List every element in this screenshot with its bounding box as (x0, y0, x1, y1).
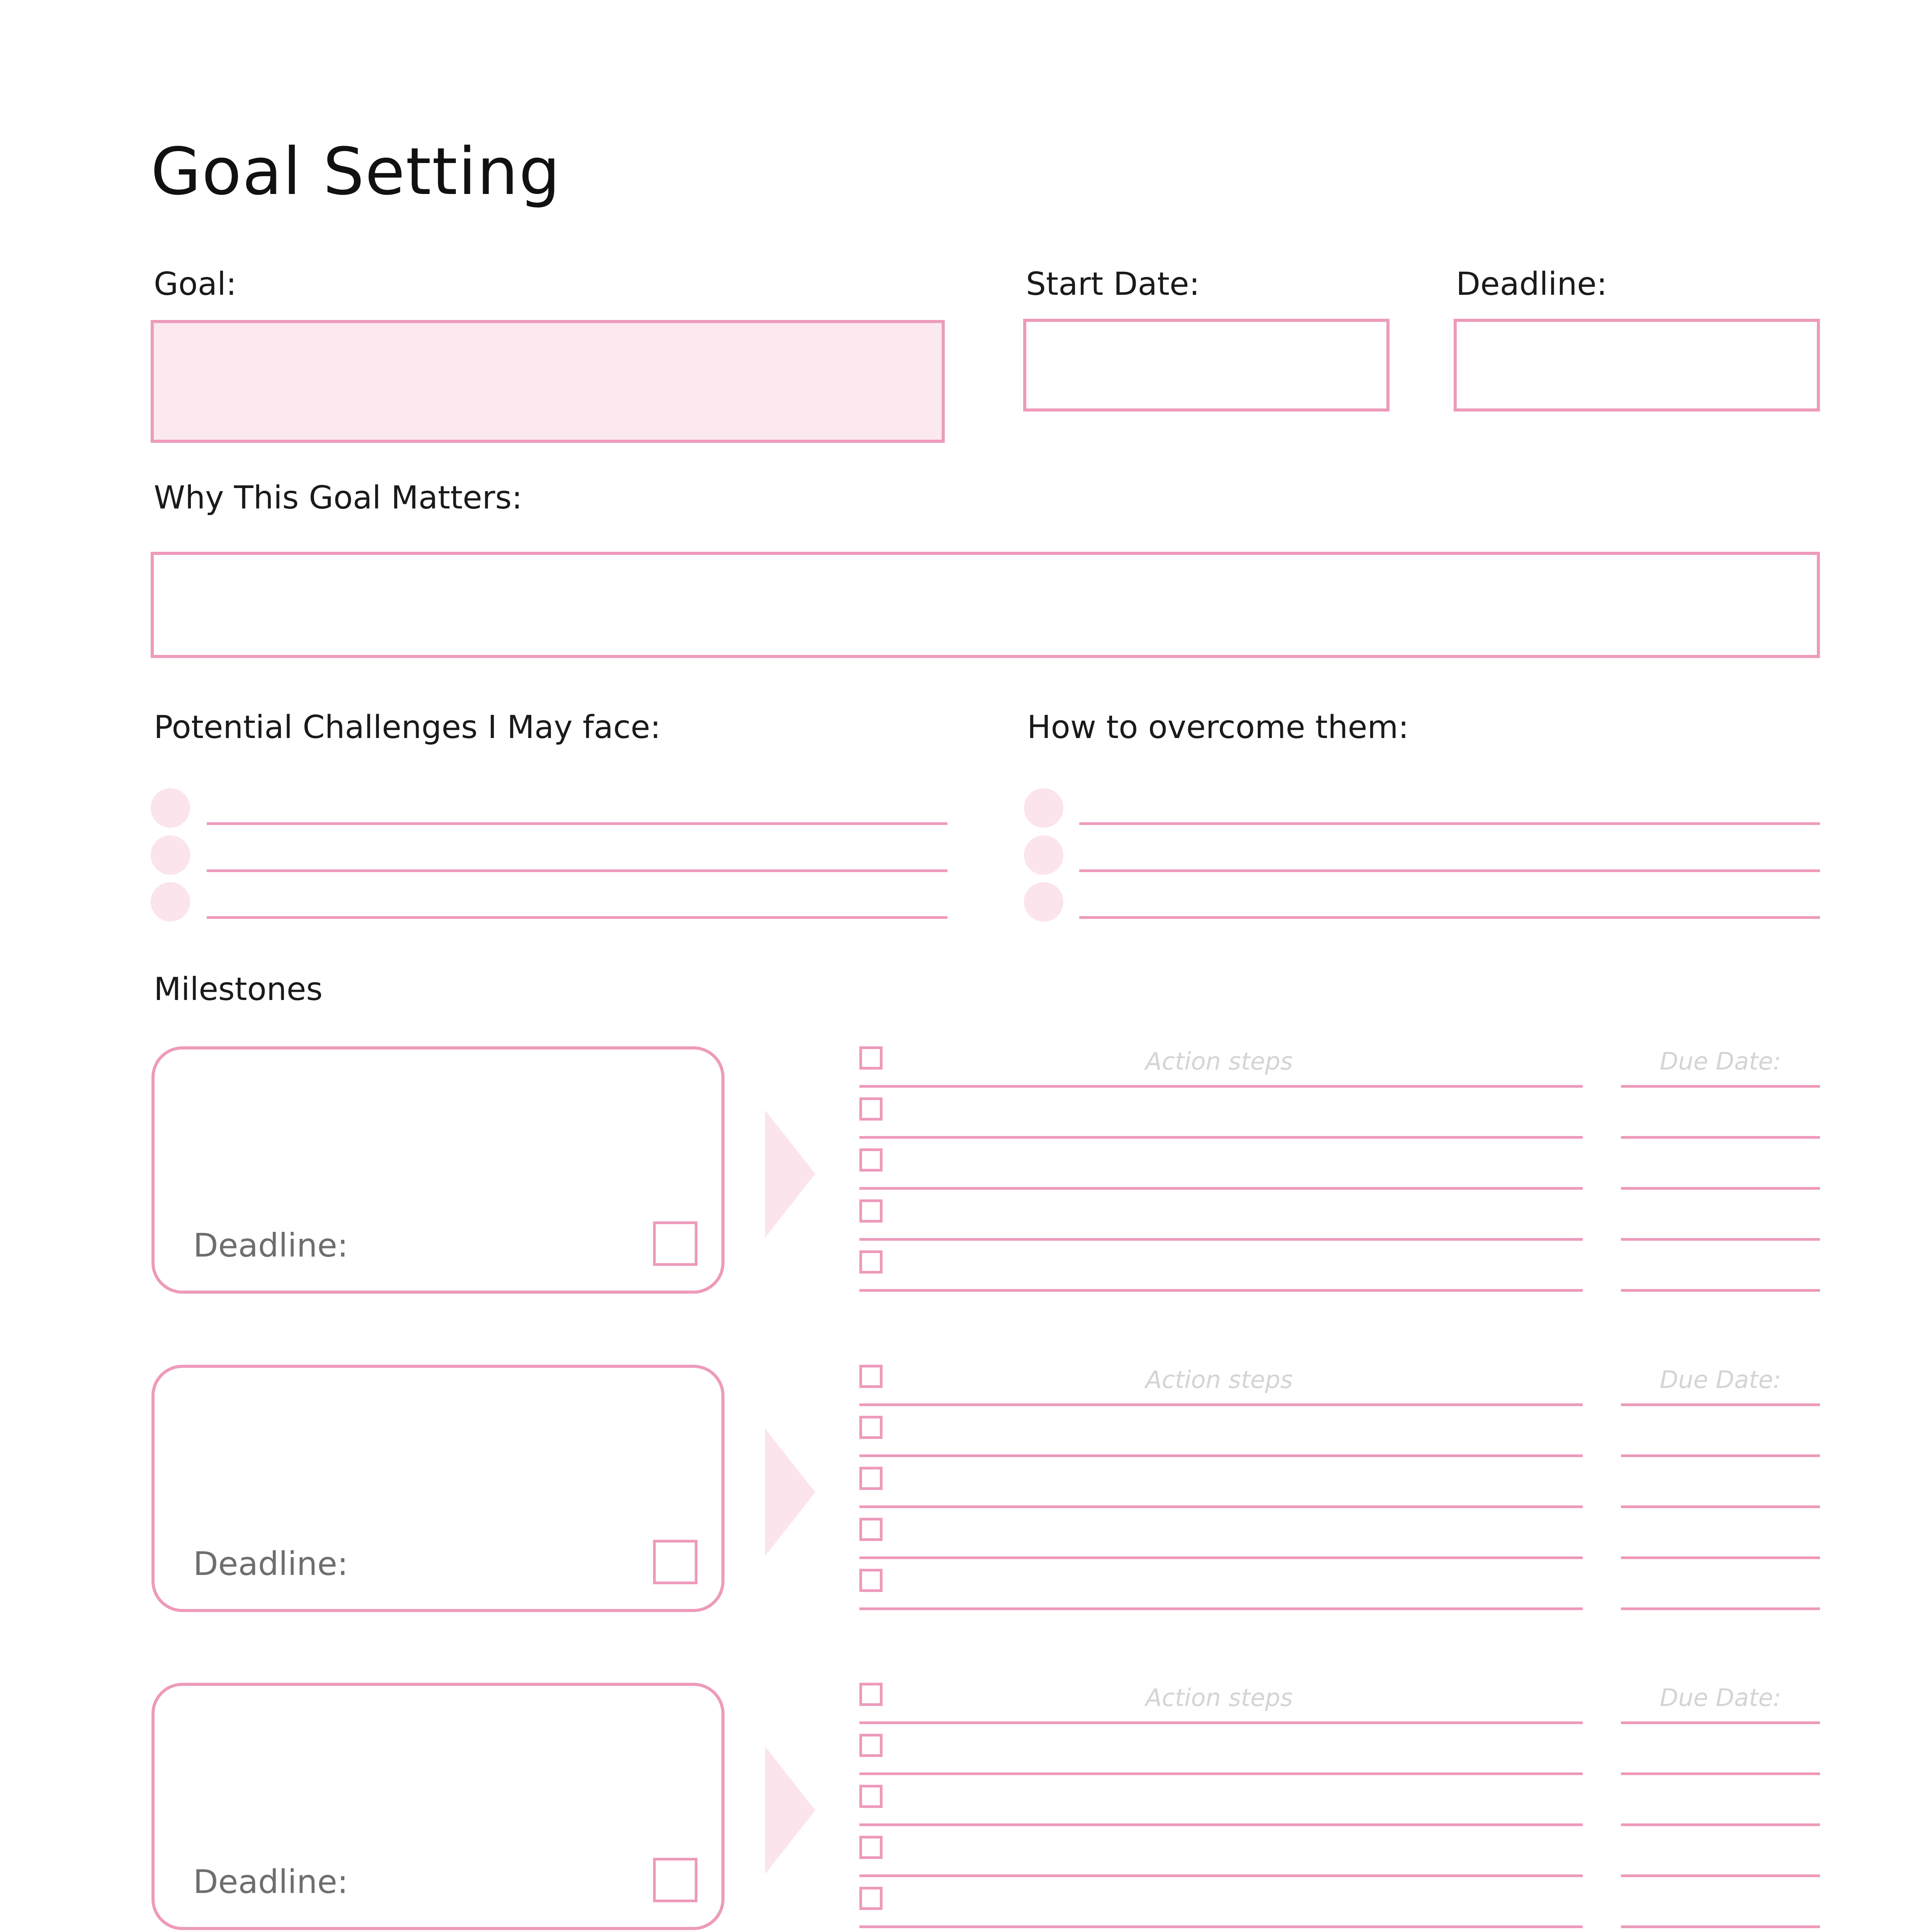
action-step-checkbox[interactable] (859, 1416, 883, 1439)
action-step-checkbox[interactable] (859, 1836, 883, 1859)
challenge-line-input[interactable] (207, 869, 947, 872)
milestone-complete-checkbox[interactable] (653, 1221, 697, 1266)
milestones-label: Milestones (154, 971, 323, 1008)
action-step-checkbox[interactable] (859, 1365, 883, 1388)
milestone-card[interactable] (151, 1046, 724, 1294)
milestone-deadline-label: Deadline: (193, 1545, 349, 1583)
due-date-line-input[interactable] (1621, 1874, 1820, 1877)
due-date-line-input[interactable] (1621, 1823, 1820, 1826)
action-step-line-input[interactable] (859, 1187, 1583, 1190)
action-step-checkbox[interactable] (859, 1250, 883, 1274)
due-date-line-input[interactable] (1621, 1136, 1820, 1139)
due-date-line-input[interactable] (1621, 1238, 1820, 1241)
due-date-line-input[interactable] (1621, 1556, 1820, 1559)
action-steps-header: Action steps (1145, 1684, 1293, 1712)
due-date-line-input[interactable] (1621, 1187, 1820, 1190)
deadline-label: Deadline: (1456, 266, 1607, 303)
start-date-field[interactable] (1023, 319, 1389, 412)
action-step-checkbox[interactable] (859, 1887, 883, 1910)
action-step-line-input[interactable] (859, 1721, 1583, 1724)
milestone-deadline-label: Deadline: (193, 1863, 349, 1901)
start-date-label: Start Date: (1026, 266, 1200, 303)
why-label: Why This Goal Matters: (154, 480, 522, 516)
action-steps-header: Action steps (1145, 1047, 1293, 1075)
due-date-header: Due Date: (1660, 1047, 1781, 1075)
why-field[interactable] (151, 552, 1820, 658)
overcome-line-input[interactable] (1079, 822, 1820, 825)
action-step-line-input[interactable] (859, 1823, 1583, 1826)
action-step-line-input[interactable] (859, 1403, 1583, 1406)
overcome-bullet-dot (1024, 882, 1063, 922)
due-date-line-input[interactable] (1621, 1721, 1820, 1724)
action-step-checkbox[interactable] (859, 1097, 883, 1121)
action-step-line-input[interactable] (859, 1085, 1583, 1088)
challenge-bullet-dot (151, 788, 190, 828)
milestone-deadline-label: Deadline: (193, 1226, 349, 1264)
due-date-header: Due Date: (1660, 1684, 1781, 1712)
action-step-line-input[interactable] (859, 1607, 1583, 1610)
due-date-line-input[interactable] (1621, 1772, 1820, 1775)
action-step-line-input[interactable] (859, 1289, 1583, 1292)
arrow-right-icon (765, 1429, 815, 1556)
action-step-checkbox[interactable] (859, 1569, 883, 1592)
milestone-complete-checkbox[interactable] (653, 1858, 697, 1902)
milestone-card[interactable] (151, 1365, 724, 1612)
due-date-line-input[interactable] (1621, 1925, 1820, 1928)
action-step-line-input[interactable] (859, 1772, 1583, 1775)
overcome-line-input[interactable] (1079, 869, 1820, 872)
action-steps-header: Action steps (1145, 1366, 1293, 1394)
due-date-line-input[interactable] (1621, 1607, 1820, 1610)
action-step-checkbox[interactable] (859, 1148, 883, 1172)
action-step-checkbox[interactable] (859, 1734, 883, 1757)
due-date-header: Due Date: (1660, 1366, 1781, 1394)
challenge-bullet-dot (151, 882, 190, 922)
arrow-right-icon (765, 1110, 815, 1238)
goal-field[interactable] (151, 320, 945, 443)
due-date-line-input[interactable] (1621, 1289, 1820, 1292)
due-date-line-input[interactable] (1621, 1403, 1820, 1406)
overcome-line-input[interactable] (1079, 916, 1820, 919)
challenges-label: Potential Challenges I May face: (154, 709, 661, 746)
action-step-line-input[interactable] (859, 1925, 1583, 1928)
arrow-right-icon (765, 1747, 815, 1874)
challenge-line-input[interactable] (207, 822, 947, 825)
due-date-line-input[interactable] (1621, 1505, 1820, 1508)
action-step-checkbox[interactable] (859, 1683, 883, 1706)
action-step-checkbox[interactable] (859, 1467, 883, 1490)
overcome-bullet-dot (1024, 788, 1063, 828)
action-step-line-input[interactable] (859, 1238, 1583, 1241)
milestone-complete-checkbox[interactable] (653, 1540, 697, 1584)
due-date-line-input[interactable] (1621, 1454, 1820, 1457)
overcome-label: How to overcome them: (1027, 709, 1409, 746)
challenge-line-input[interactable] (207, 916, 947, 919)
page-title: Goal Setting (151, 134, 561, 209)
goal-label: Goal: (154, 266, 237, 303)
challenge-bullet-dot (151, 835, 190, 875)
action-step-line-input[interactable] (859, 1136, 1583, 1139)
deadline-field[interactable] (1454, 319, 1820, 412)
due-date-line-input[interactable] (1621, 1085, 1820, 1088)
action-step-checkbox[interactable] (859, 1199, 883, 1223)
milestone-card[interactable] (151, 1683, 724, 1930)
action-step-line-input[interactable] (859, 1556, 1583, 1559)
action-step-checkbox[interactable] (859, 1046, 883, 1070)
action-step-line-input[interactable] (859, 1454, 1583, 1457)
action-step-checkbox[interactable] (859, 1785, 883, 1808)
overcome-bullet-dot (1024, 835, 1063, 875)
action-step-line-input[interactable] (859, 1874, 1583, 1877)
action-step-checkbox[interactable] (859, 1518, 883, 1541)
action-step-line-input[interactable] (859, 1505, 1583, 1508)
